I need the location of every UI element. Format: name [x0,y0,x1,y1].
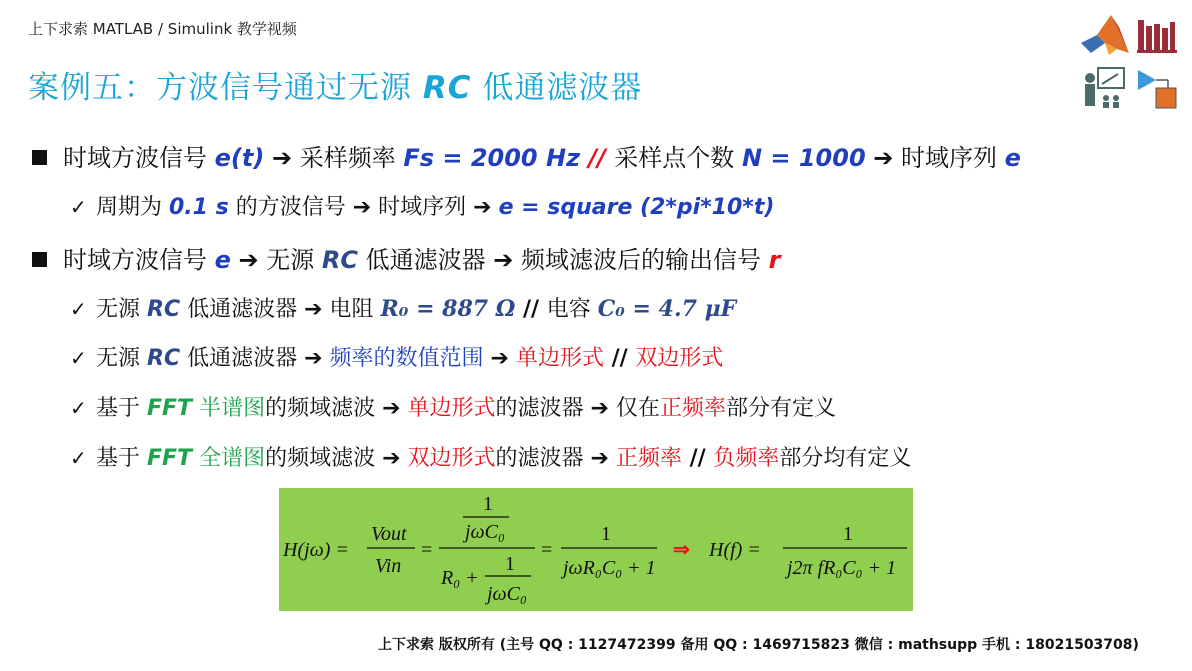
check-line-4 [70,292,736,323]
transfer-function-formula [279,488,913,611]
text: 的频域滤波 ➔ [265,446,408,471]
page-title [28,62,642,107]
text: 的方波信号 ➔ 时域序列 ➔ [228,195,499,220]
sample-count: N = 1000 [741,144,866,172]
check-line-5 [70,341,723,372]
signal-r: r [768,246,781,274]
jwr0c0: jωR₀C₀ + 1 [563,557,656,579]
text: 的滤波器 ➔ [495,446,616,471]
one: 1 [601,523,611,545]
one-sided: 单边形式 [515,346,604,371]
signal-et: e(t) [214,144,265,172]
half-spectrum: 半谱图 [192,396,266,421]
text: 无源 [96,346,147,371]
positive-freq: 正频率 [659,396,726,421]
square-bullet-icon [32,252,47,267]
text: ➔ [483,346,516,371]
one: 1 [505,553,515,575]
title-pre: 案例五：方波信号通过无源 [28,70,423,106]
text: 时域方波信号 [63,144,215,172]
vout: Vout [371,523,407,545]
negative-freq: 负频率 [713,446,780,471]
check-line-7 [70,441,911,472]
bullet-line-1 [32,138,1021,173]
text: ➔ 时域序列 [865,144,1005,172]
period: 0.1 s [169,195,229,220]
bullet-line-3 [32,240,780,275]
svg-text:=: = [541,539,553,561]
separator: // [580,144,615,172]
one: 1 [843,523,853,545]
text: 基于 [96,446,147,471]
h-jw: H(jω) = [283,539,349,561]
text: 电容 [546,297,598,322]
text: 无源 [96,297,147,322]
j2pi: j2π fR₀C₀ + 1 [787,557,897,579]
title-rc: RC [422,70,472,106]
check-icon: ✓ [70,446,87,470]
text: ➔ 采样频率 [264,144,404,172]
matlab-logo-icon [1079,13,1131,61]
sampling-frequency: Fs = 2000 Hz [403,144,581,172]
capacitor-value: C₀ = 4.7 μF [597,296,737,322]
footer-copyright: 上下求索 版权所有 (主号 QQ : 1127472399 备用 QQ : 1469715823 微信 : mathsupp 手机 : 18021503708) [378,637,1139,653]
text: 基于 [96,396,147,421]
simulink-icon [1136,68,1180,116]
text: 周期为 [96,195,169,220]
vin: Vin [375,555,402,577]
check-icon: ✓ [70,297,87,321]
jwc0: jωC₀ [487,583,527,605]
rc-label: RC [147,297,181,322]
check-icon: ✓ [70,396,87,420]
teacher-icon [1080,66,1128,116]
text: 低通滤波器 ➔ 频域滤波后的输出信号 [358,246,769,274]
jwc0: jωC₀ [465,521,505,543]
one: 1 [483,493,493,515]
text: 部分均有定义 [779,446,912,471]
implies-arrow: ⇒ [673,539,690,561]
svg-text:=: = [421,539,433,561]
text: 时域方波信号 [63,246,215,274]
square-bullet-icon [32,150,47,165]
separator: // [681,446,714,471]
full-spectrum: 全谱图 [192,446,266,471]
text: 的频域滤波 ➔ [265,396,408,421]
rc-label: RC [147,346,181,371]
sequence-e: e [1004,144,1021,172]
text: 的滤波器 ➔ 仅在 [495,396,660,421]
square-expression: e = square (2*pi*10*t) [498,195,775,220]
resistor-value: R₀ = 887 Ω [380,296,516,322]
two-sided: 双边形式 [635,346,724,371]
check-icon: ✓ [70,195,87,219]
fft-label: FFT [147,446,193,471]
r0-plus: R₀ + [441,567,479,589]
books-icon [1137,16,1177,58]
header-caption: 上下求索 MATLAB / Simulink 教学视频 [28,20,297,38]
check-line-2 [70,190,774,221]
two-sided: 双边形式 [407,446,496,471]
fft-label: FFT [147,396,193,421]
text: 低通滤波器 ➔ [180,346,330,371]
signal-e: e [214,246,231,274]
separator: // [603,346,636,371]
title-post: 低通滤波器 [471,70,643,106]
freq-range: 频率的数值范围 [329,346,484,371]
positive-freq: 正频率 [615,446,682,471]
h-f: H(f) = [709,539,761,561]
separator: // [515,297,547,322]
text: 部分有定义 [725,396,836,421]
check-icon: ✓ [70,346,87,370]
text: 采样点个数 [614,144,742,172]
check-line-6 [70,391,836,422]
one-sided: 单边形式 [407,396,496,421]
text: 低通滤波器 ➔ 电阻 [180,297,381,322]
text: ➔ 无源 [230,246,322,274]
rc-label: RC [321,246,359,274]
